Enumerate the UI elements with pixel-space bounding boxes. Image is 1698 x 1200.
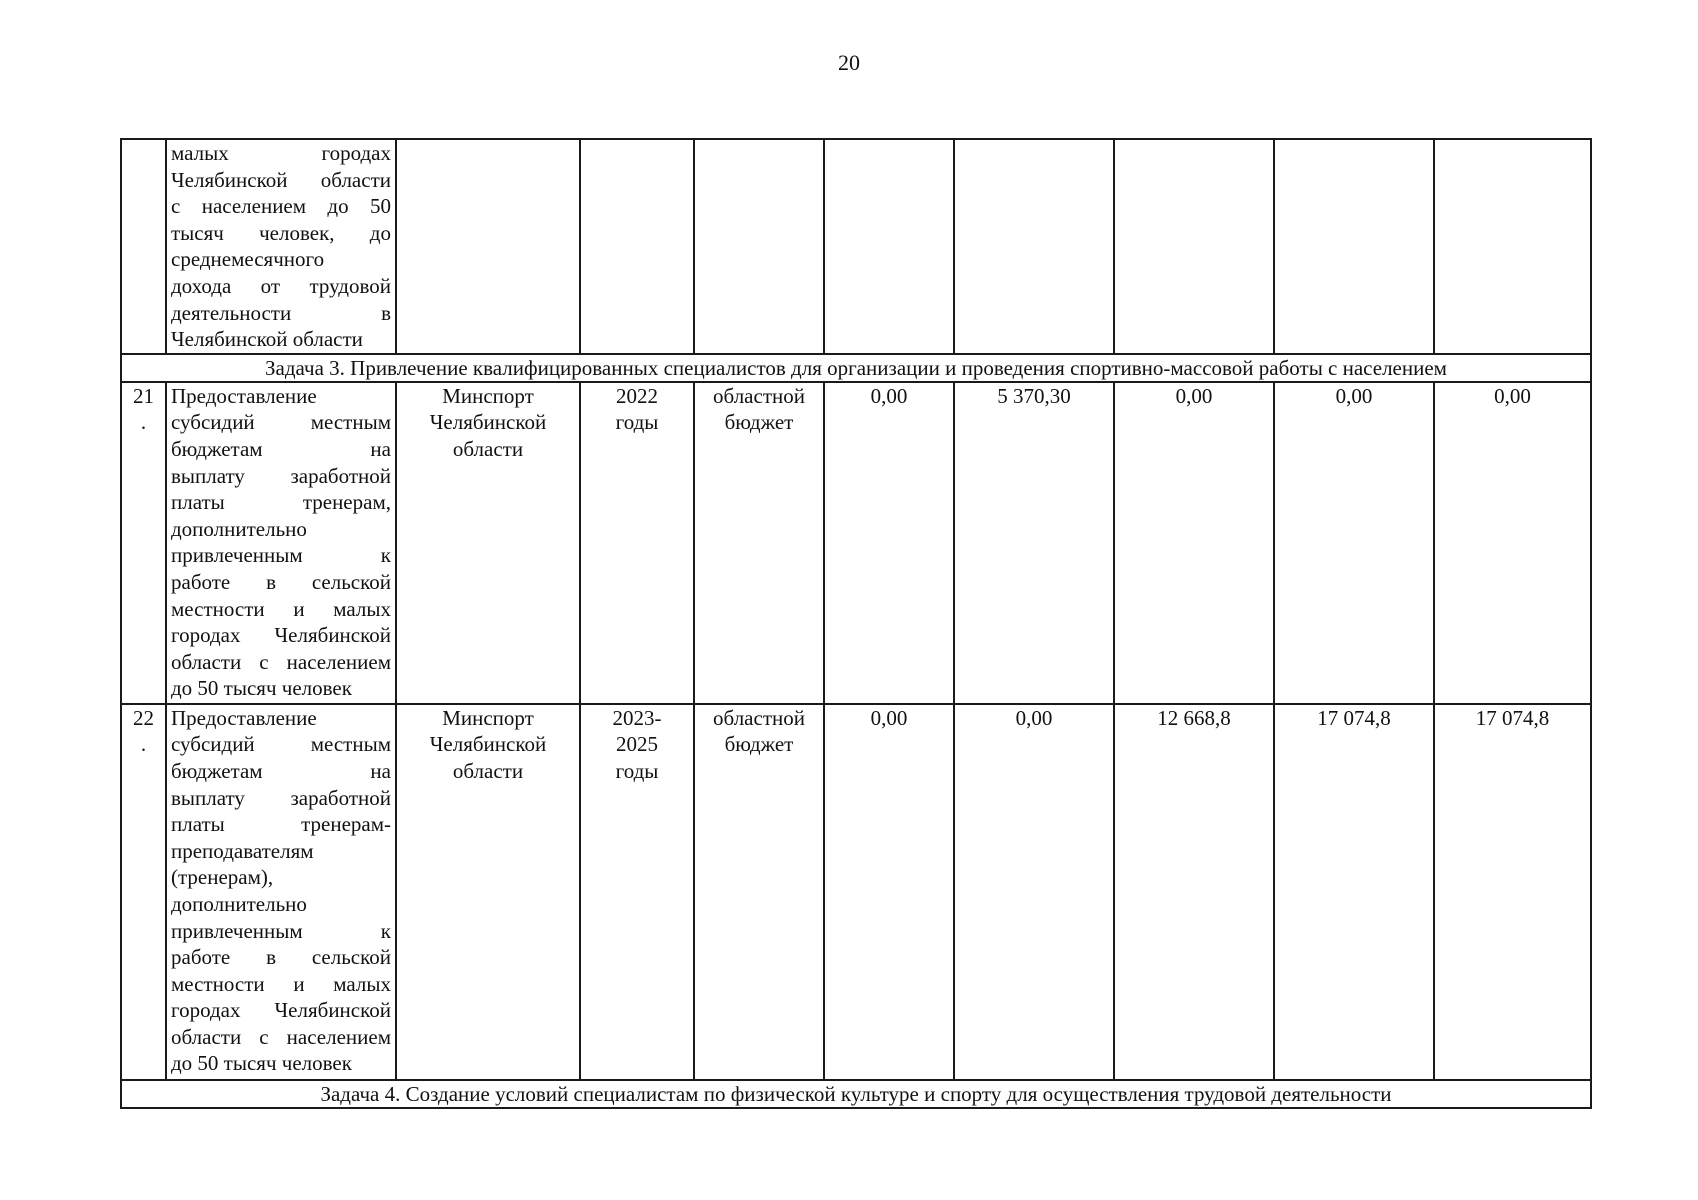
page-number: 20 [838,50,860,75]
value-cell [1434,139,1591,354]
period-cell: 2023- 2025 годы [580,704,694,1080]
measure-description-cell: Предоставление субсидий местным бюджетам на выплату заработной платы тренерам- преподавателям (тренерам), дополнительно привлеченным к работе в сельской местности и малых городах Челябинской области с населением до 50 тысяч человек [166,704,396,1080]
task-4-row [121,1080,1591,1108]
value-cell: 0,00 [1114,382,1274,704]
value-cell: 0,00 [824,382,954,704]
funding-source-cell: областной бюджет [694,382,824,704]
value-cell [954,139,1114,354]
table-row [121,382,1591,704]
funding-source-cell: областной бюджет [694,704,824,1080]
row-number-cell [121,139,166,354]
row-number-cell: 21 . [121,382,166,704]
value-cell: 0,00 [1434,382,1591,704]
value-cell [1114,139,1274,354]
value-cell: 0,00 [954,704,1114,1080]
period-cell: 2022 годы [580,382,694,704]
executor-cell [396,139,580,354]
row-number-cell: 22 . [121,704,166,1080]
value-cell [1274,139,1434,354]
table-row [121,704,1591,1080]
value-cell: 17 074,8 [1434,704,1591,1080]
value-cell [824,139,954,354]
value-cell: 0,00 [1274,382,1434,704]
value-cell: 5 370,30 [954,382,1114,704]
value-cell: 12 668,8 [1114,704,1274,1080]
measure-description-cell: Предоставление субсидий местным бюджетам на выплату заработной платы тренерам, дополнительно привлеченным к работе в сельской местности и малых городах Челябинской области с населением до 50 тысяч человек [166,382,396,704]
value-cell: 0,00 [824,704,954,1080]
task-4-heading: Задача 4. Создание условий специалистам по физической культуре и спорту для осуществления трудовой деятельности [121,1080,1591,1108]
funding-source-cell [694,139,824,354]
measure-description-cell: малых городах Челябинской области с населением до 50 тысяч человек, до среднемесячного дохода от трудовой деятельности в Челябинской области [166,139,396,354]
executor-cell: Минспорт Челябинской области [396,704,580,1080]
table-row-continuation [121,139,1591,354]
task-3-row [121,354,1591,382]
value-cell: 17 074,8 [1274,704,1434,1080]
task-3-heading: Задача 3. Привлечение квалифицированных специалистов для организации и проведения спортивно-массовой работы с населением [121,354,1591,382]
program-measures-table [120,138,1592,1109]
executor-cell: Минспорт Челябинской области [396,382,580,704]
period-cell [580,139,694,354]
